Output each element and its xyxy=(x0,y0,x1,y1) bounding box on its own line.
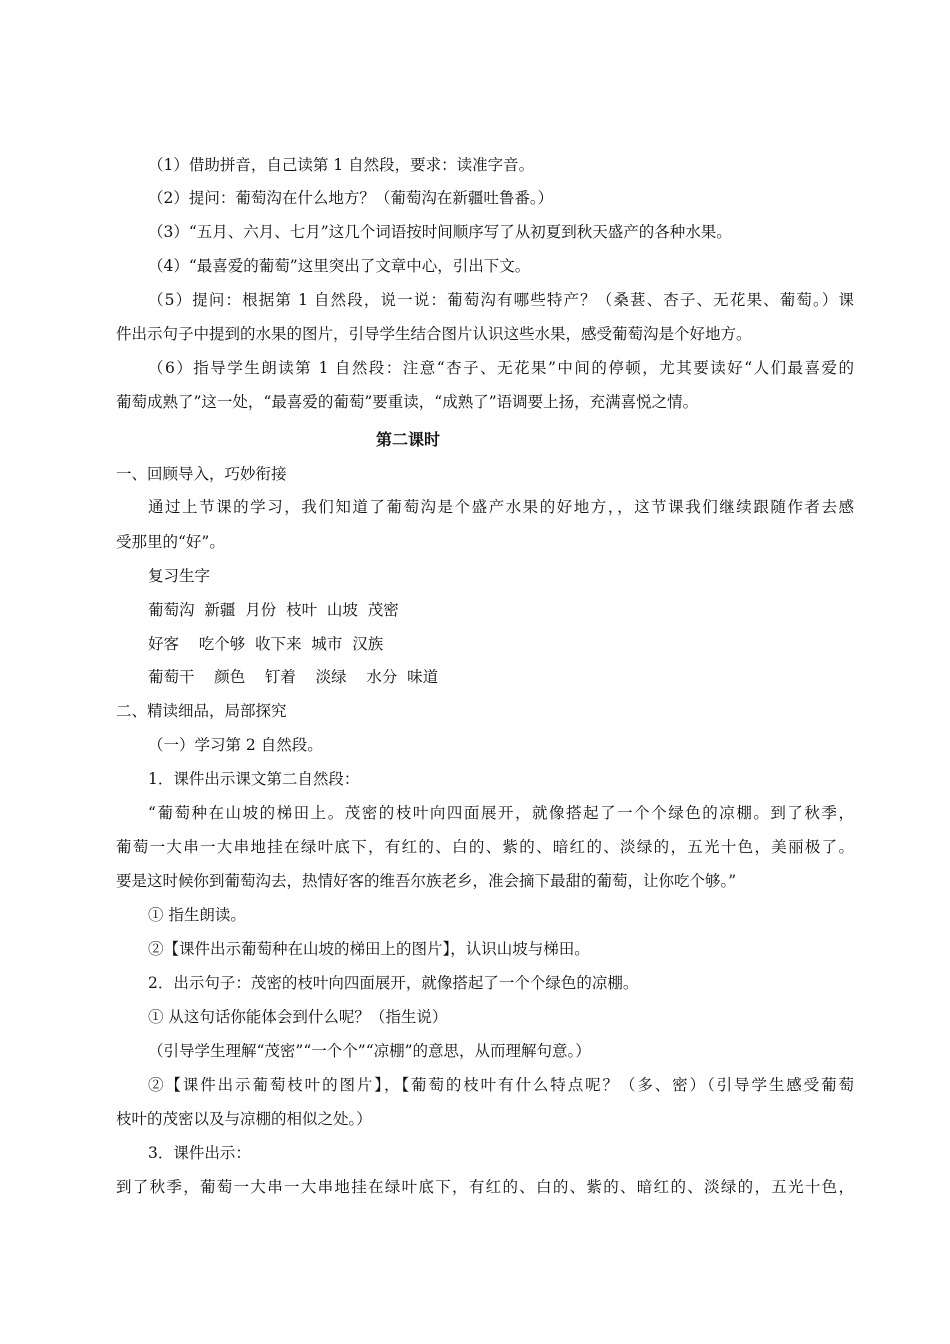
item-1: 1．课件出示课文第二自然段： xyxy=(148,770,360,788)
step-2: （2）提问：葡萄沟在什么地方？（葡萄沟在新疆吐鲁番。） xyxy=(148,189,554,207)
intro-line-2: 受那里的“好”。 xyxy=(116,533,225,551)
intro-line-1: 通过上节课的学习，我们知道了葡萄沟是个盛产水果的好地方，，这节课我们继续跟随作者去感 xyxy=(148,498,854,516)
review-words-3: 葡萄干 颜色 钉着 淡绿 水分 味道 xyxy=(148,668,439,686)
quote-line-3: 要是这时候你到葡萄沟去，热情好客的维吾尔族老乡，准会摘下最甜的葡萄，让你吃个够。” xyxy=(116,872,737,890)
circle-step-3: ① 从这句话你能体会到什么呢？（指生说） xyxy=(148,1008,448,1026)
item-2: 2．出示句子：茂密的枝叶向四面展开，就像搭起了一个个绿色的凉棚。 xyxy=(148,974,639,992)
review-label: 复习生字 xyxy=(148,567,211,585)
review-words-1: 葡萄沟 新疆 月份 枝叶 山坡 茂密 xyxy=(148,601,399,619)
part-2-heading: 二、精读细品，局部探究 xyxy=(116,702,287,720)
circle-step-4-line-1: ②【课件出示葡萄枝叶的图片】，【葡萄的枝叶有什么特点呢？（多、密）（引导学生感受葡萄 xyxy=(148,1076,854,1094)
circle-step-2: ②【课件出示葡萄种在山坡的梯田上的图片】，认识山坡与梯田。 xyxy=(148,940,590,958)
review-words-2: 好客 吃个够 收下来 城市 汉族 xyxy=(148,635,384,653)
subsection-1: （一）学习第 2 自然段。 xyxy=(148,736,323,754)
guide-note: （引导学生理解“茂密”“一个个”“凉棚”的意思，从而理解句意。） xyxy=(148,1042,591,1060)
circle-step-4-line-2: 枝叶的茂密以及与凉棚的相似之处。） xyxy=(116,1110,372,1128)
step-5-line-2: 件出示句子中提到的水果的图片，引导学生结合图片认识这些水果，感受葡萄沟是个好地方。 xyxy=(116,325,752,343)
item-3: 3．课件出示： xyxy=(148,1144,251,1162)
step-5-line-1: （5）提问：根据第 1 自然段，说一说：葡萄沟有哪些特产？（桑葚、杏子、无花果、葡萄。）课 xyxy=(148,291,854,309)
quote-line-1: “葡萄种在山坡的梯田上。茂密的枝叶向四面展开，就像搭起了一个个绿色的凉棚。到了秋季， xyxy=(148,804,854,822)
part-1-heading: 一、回顾导入，巧妙衔接 xyxy=(116,465,287,483)
step-4: （4）“最喜爱的葡萄”这里突出了文章中心，引出下文。 xyxy=(148,257,531,275)
circle-step-1: ① 指生朗读。 xyxy=(148,906,246,924)
step-1: （1）借助拼音，自己读第 1 自然段，要求：读准字音。 xyxy=(148,156,535,174)
step-6-line-1: （6）指导学生朗读第 1 自然段：注意“杏子、无花果”中间的停顿，尤其要读好“人们最喜爱的 xyxy=(148,359,854,377)
tail-line: 到了秋季，葡萄一大串一大串地挂在绿叶底下，有红的、白的、紫的、暗红的、淡绿的，五光十色， xyxy=(116,1178,854,1196)
section-title: 第二课时 xyxy=(376,430,441,449)
step-6-line-2: 葡萄成熟了”这一处，“最喜爱的葡萄”要重读，“成熟了”语调要上扬，充满喜悦之情。 xyxy=(116,393,699,411)
quote-line-2: 葡萄一大串一大串地挂在绿叶底下，有红的、白的、紫的、暗红的、淡绿的，五光十色，美丽极了。 xyxy=(116,838,854,856)
step-3: （3）“五月、六月、七月”这几个词语按时间顺序写了从初夏到秋天盛产的各种水果。 xyxy=(148,223,732,241)
